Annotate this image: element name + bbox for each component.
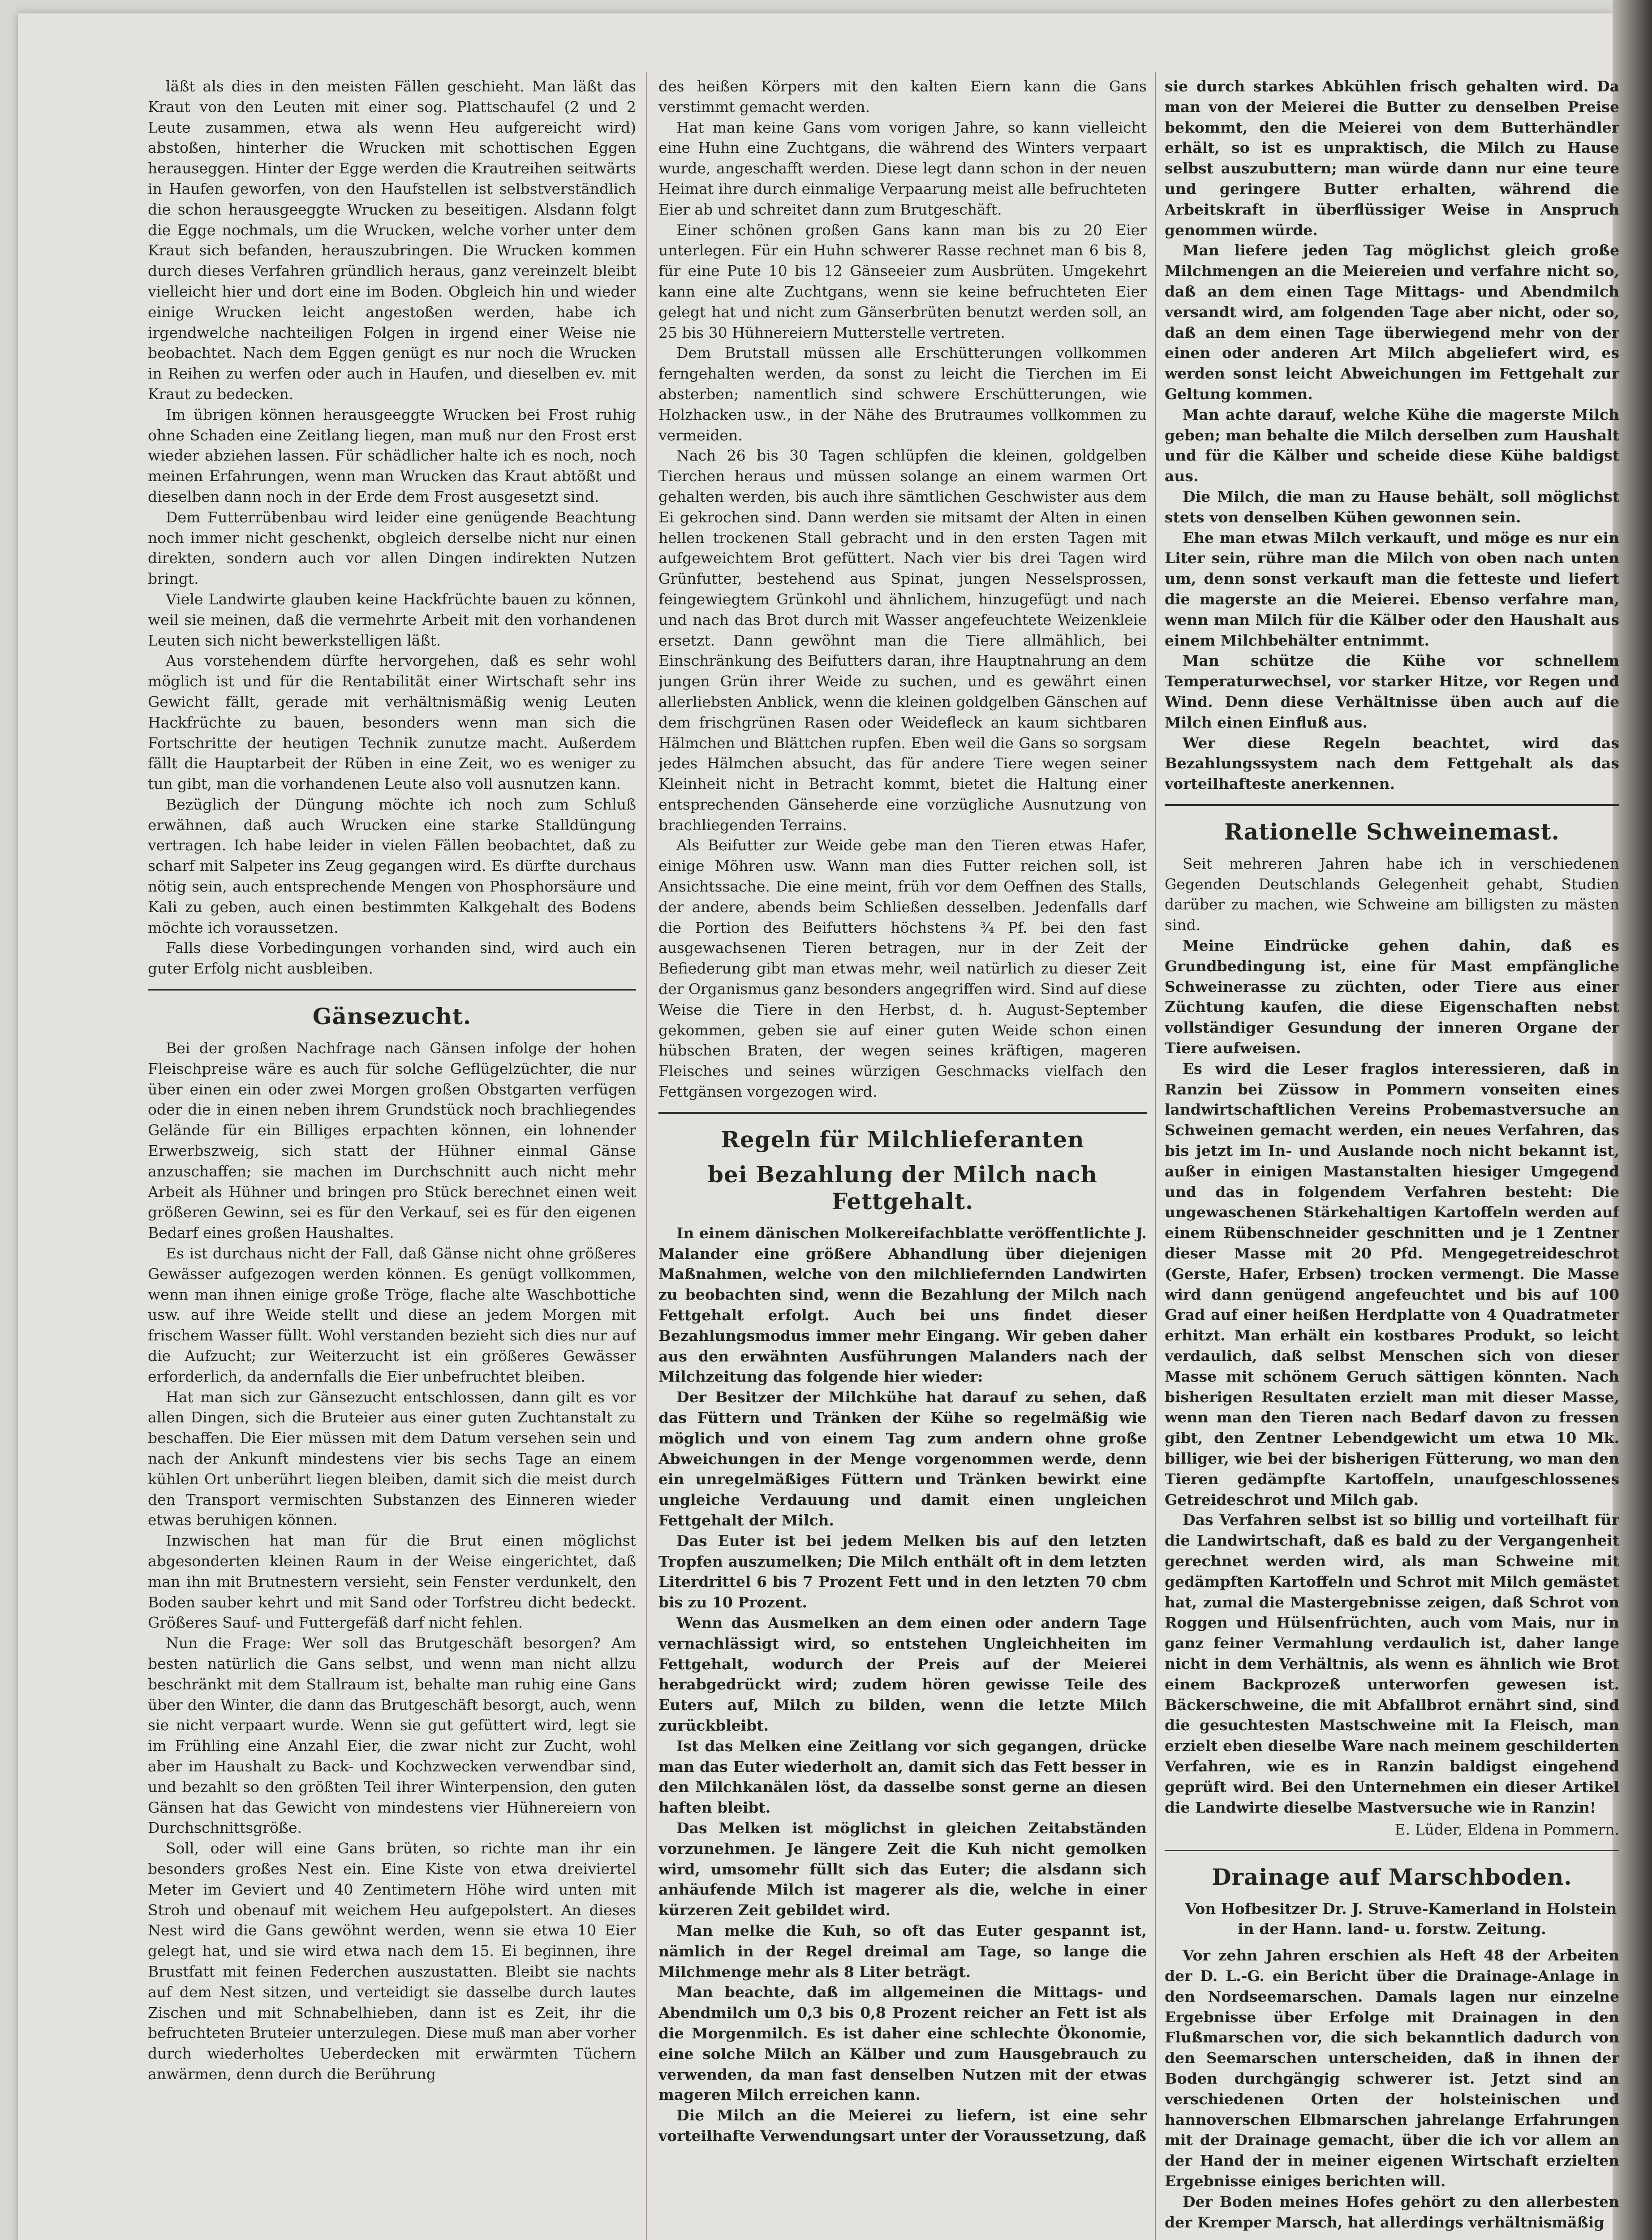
rule-paragraph: Man schütze die Kühe vor schnellem Temperaturwechsel, vor starker Hitze, vor Regen und Wind. Denn diese Verhältnisse üben auch auf die Milch einen Einfluß aus. xyxy=(1165,652,1619,731)
milch-article-continuation xyxy=(1165,76,1619,794)
gaensezucht-article xyxy=(148,1038,636,2085)
paragraph: Der Boden meines Hofes gehört zu den allerbesten der Kremper Marsch, hat allerdings verhältnismäßig xyxy=(1165,2193,1619,2231)
intro-paragraph: In einem dänischen Molkereifachblatte veröffentlichte J. Malander eine größere Abhandlung über diejenigen Maßnahmen, welche von den milchliefernden Landwirten zu beobachten sind, wenn die Bezahlung der Milch nach Fettgehalt erfolgt. Auch bei uns findet dieser Bezahlungsmodus immer mehr Eingang. Wir geben daher aus den erwähnten Ausführungen Malanders nach der Milchzeitung das folgende hier wieder: xyxy=(658,1224,1147,1386)
rule-paragraph: Das Melken ist möglichst in gleichen Zeitabständen vorzunehmen. Je längere Zeit die Kuh nicht gemolken wird, umsomehr füllt sich das Euter; die alsdann sich anhäufende Milch ist magerer als die, welche in einer kürzeren Zeit gebildet wird. xyxy=(658,1819,1147,1919)
section-divider xyxy=(1165,804,1619,806)
schweinemast-article xyxy=(1165,853,1619,1840)
article-heading-gaensezucht: Gänsezucht. xyxy=(312,1003,472,1030)
rule-paragraph: Der Besitzer der Milchkühe hat darauf zu sehen, daß das Füttern und Tränken der Kühe so regelmäßig wie möglich und von einem Tag zum andern ohne große Abweichungen in der Menge vorgenommen werde, denn ein unregelmäßiges Füttern und Tränken bewirkt eine ungleiche Verdauung und damit einen ungleichen Fettgehalt der Milch. xyxy=(658,1388,1147,1529)
rule-paragraph: Wenn das Ausmelken an dem einen oder andern Tage vernachlässigt wird, so entstehen Ungleichheiten im Fettgehalt, wodurch der Preis auf der Meierei herabgedrückt wird; zudem hören gewisse Teile des Euters auf, Milch zu bilden, wenn die letzte Milch zurückbleibt. xyxy=(658,1614,1147,1734)
rule-paragraph: Die Milch, die man zu Hause behält, soll möglichst stets von denselben Kühen gewonnen sein. xyxy=(1165,487,1619,526)
paragraph: Bezüglich der Düngung möchte ich noch zum Schluß erwähnen, daß auch Wrucken eine starke Stalldüngung vertragen. Ich habe leider in vielen Fällen beobachtet, daß zu scharf mit Salpeter ins Zeug gegangen wird. Es dürfte durchaus nötig sein, auch entsprechende Mengen von Phosphorsäure und Kali zu geben, auch einen bestimmten Kalkgehalt des Bodens möchte ich voraussetzen. xyxy=(148,795,636,936)
section-divider xyxy=(658,1112,1147,1114)
rule-paragraph: Man liefere jeden Tag möglichst gleich große Milchmengen an die Meiereien und verfahre nicht so, daß an dem einen Tage Mittags- und Abendmilch versandt wird, am folgenden Tage aber nicht, oder so, daß an dem einen Tage überwiegend mehr von der einen oder anderen Art Milch abgeliefert wird, es werden sonst leicht Abweichungen im Fettgehalt zur Geltung kommen. xyxy=(1165,241,1619,403)
paragraph: Dem Futterrübenbau wird leider eine genügende Beachtung noch immer nicht geschenkt, obgleich derselbe nicht nur einen direkten, sondern auch vor allen Dingen indirekten Nutzen bringt. xyxy=(148,508,636,588)
paragraph: Inzwischen hat man für die Brut einen möglichst abgesonderten kleinen Raum in der Weise eingerichtet, daß man ihn mit Brutnestern versieht, sein Fenster verdunkelt, den Boden sauber kehrt und mit Sand oder Torfstreu dicht bedeckt. Größeres Sauf- und Futtergefäß darf nicht fehlen. xyxy=(148,1532,636,1632)
rule-paragraph: Wer diese Regeln beachtet, wird das Bezahlungssystem nach dem Fettgehalt als das vorteilhafteste anerkennen. xyxy=(1165,734,1619,793)
paragraph: Nun die Frage: Wer soll das Brutgeschäft besorgen? Am besten natürlich die Gans selbst, und wenn man nicht allzu beschränkt mit dem Stallraum ist, behalte man ruhig eine Gans über den Winter, die dann das Brutgeschäft besorgt, auch, wenn sie nicht verpaart wurde. Wenn sie gut gefüttert wird, legt sie im Frühling eine Anzahl Eier, die zwar nicht zur Zucht, wohl aber im Haushalt zu Back- und Kochzwecken verwendbar sind, und bezahlt so den größten Teil ihrer Winterpension, den guten Gänsen hat das Gewicht von mindestens vier Hühnereiern von Durchschnittsgröße. xyxy=(148,1634,636,1837)
section-divider xyxy=(148,989,636,991)
paragraph: Es ist durchaus nicht der Fall, daß Gänse nicht ohne größeres Gewässer aufgezogen werden können. Es genügt vollkommen, wenn man ihnen einige große Tröge, flache alte Waschbottiche usw. auf ihre Weide stellt und diese an jedem Morgen mit frischem Wasser füllt. Wohl verstanden bezieht sich dies nur auf die Aufzucht; zur Weiterzucht ist ein größeres Gewässer erforderlich, da andernfalls die Eier unbefruchtet bleiben. xyxy=(148,1245,636,1385)
paragraph: Meine Eindrücke gehen dahin, daß es Grundbedingung ist, eine für Mast empfängliche Schweinerasse zu züchten, oder Tiere aus einer Züchtung kaufen, die diese Eigenschaften nebst vollständiger Gesundung der inneren Organe der Tiere aufweisen. xyxy=(1165,937,1619,1057)
paragraph: Im übrigen können herausgeeggte Wrucken bei Frost ruhig ohne Schaden eine Zeitlang liegen, man muß nur den Frost erst wieder abziehen lassen. Für schädlicher halte ich es noch, noch meinen Erfahrungen, wenn man Wrucken das Kraut abtößt und dieselben dann noch in der Erde dem Frost ausgesetzt sind. xyxy=(148,405,636,505)
paragraph: Hat man keine Gans vom vorigen Jahre, so kann vielleicht eine Huhn eine Zuchtgans, die während des Winters verpaart wurde, angeschafft werden. Diese legt dann schon in der neuen Heimat ihre durch einmalige Verpaarung meist alle befruchteten Eier ab und schreitet dann zum Brutgeschäft. xyxy=(658,118,1147,218)
section-divider xyxy=(1165,1850,1619,1851)
rule-paragraph: Ehe man etwas Milch verkauft, und möge es nur ein Liter sein, rühre man die Milch von oben nach unten um, denn sonst verkauft man die fetteste und liefert die magerste an die Meierei. Ebenso verfahre man, wenn man Milch für die Kälber oder den Haushalt aus einem Milchbehälter entnimmt. xyxy=(1165,529,1619,649)
article-byline: Von Hofbesitzer Dr. J. Struve-Kamerland in Holstein in der Hann. land- u. forstw. Zeitung. xyxy=(1185,1900,1617,1938)
paragraph: des heißen Körpers mit den kalten Eiern kann die Gans verstimmt gemacht werden. xyxy=(658,78,1147,116)
paragraph: Vor zehn Jahren erschien als Heft 48 der Arbeiten der D. L.-G. ein Bericht über die Drainage-Anlage in den Nordseemarschen. Damals lagen nur einzelne Ergebnisse über Erfolge mit Drainagen in den Flußmarschen vor, die sich bekanntlich dadurch von den Seemarschen unterscheiden, daß in ihnen der Boden durchgängig schwerer ist. Jetzt sind an verschiedenen Orten der holsteinischen und hannoverschen Elbmarschen jahrelange Erfahrungen mit der Drainage gemacht, über die ich vor allem an der Hand der in meiner eigenen Wirtschaft erzielten Ergebnisse einiges berichten will. xyxy=(1165,1947,1619,2190)
paragraph: Nach 26 bis 30 Tagen schlüpfen die kleinen, goldgelben Tierchen heraus und müssen solange an einem warmen Ort gehalten werden, bis auch ihre sämtlichen Geschwister aus dem Ei gekrochen sind. Dann werden sie mitsamt der Alten in einen hellen trockenen Stall gebracht und in den ersten Tagen mit aufgeweichtem Brot gefüttert. Nach vier bis drei Tagen wird Grünfutter, bestehend aus Spinat, jungen Nesselsprossen, feingewiegtem Grünkohl und ähnlichem, hinzugefügt und nach und nach das Brot durch mit Wasser angefeuchtete Weizenkleie ersetzt. Dann gewöhnt man die Tiere allmählich, bei Einschränkung des Beifutters daran, ihre Hauptnahrung an dem jungen Grün ihrer Weide zu suchen, und es gewährt einen allerliebsten Anblick, wenn die kleinen goldgelben Gänschen auf dem frischgrünen Rasen oder Weidefleck an kaum sichtbaren Hälmchen und Blättchen rupfen. Eben weil die Gans so sorgsam jedes Hälmchen absucht, das für andere Tiere wegen seiner Kleinheit nicht in Betracht kommt, bietet die Haltung einer entsprechenden Gänseherde eine vorzügliche Ausnutzung von brachliegenden Terrains. xyxy=(658,447,1147,834)
article-signature: E. Lüder, Eldena in Pommern. xyxy=(1394,1821,1619,1839)
paragraph: läßt als dies in den meisten Fällen geschieht. Man läßt das Kraut von den Leuten mit einer sog. Plattschaufel (2 und 2 Leute zusammen, etwa als wenn Heu aufgereicht wird) abstoßen, hinterher die Wrucken mit schottischen Eggen herauseggen. Hinter der Egge werden die Krautreihen seitwärts in Haufen geworfen, von den Haufstellen ist selbstverständlich die schon herausgeeggte Wrucken zu beseitigen. Alsdann folgt die Egge nochmals, um die Wrucken, welche vorher unter dem Kraut sich befanden, herauszubringen. Die Wrucken kommen durch dieses Verfahren gründlich heraus, ganz vereinzelt bleibt vielleicht hier und dort eine im Boden. Obgleich hin und wieder einige Wrucken leicht angestoßen werden, habe ich irgendwelche nachteiligen Folgen in irgend einer Weise nie beobachtet. Nach dem Eggen genügt es nur noch die Wrucken in Reihen zu werfen oder auch in Haufen, und dieselben ev. mit Kraut zu bedecken. xyxy=(148,78,636,403)
paragraph: Bei der großen Nachfrage nach Gänsen infolge der hohen Fleischpreise wäre es auch für solche Geflügelzüchter, die nur über einen ein oder zwei Morgen großen Obstgarten verfügen oder die in einen neben ihrem Grundstück noch brachliegendes Gelände für ein Billiges erpachten können, ein lohnender Erwerbszweig, sich statt der Hühner einmal Gänse anzuschaffen; sie machen im Durchschnitt auch nicht mehr Arbeit als Hühner und bringen pro Stück berechnet einen weit größeren Gewinn, sei es für den Verkauf, sei es für den eigenen Bedarf eines großen Haushaltes. xyxy=(148,1039,636,1242)
rule-paragraph: Man beachte, daß im allgemeinen die Mittags- und Abendmilch um 0,3 bis 0,8 Prozent reicher an Fett ist als die Morgenmilch. Es ist daher eine schlechte Ökonomie, eine solche Milch an Kälber und zum Hausgebrauch zu verwenden, da man fast denselben Nutzen mit der etwas mageren Milch erreichen kann. xyxy=(658,1983,1147,2104)
paragraph: Seit mehreren Jahren habe ich in verschiedenen Gegenden Deutschlands Gelegenheit gehabt, Studien darüber zu machen, wie Schweine am billigsten zu mästen sind. xyxy=(1165,854,1619,934)
article-subheading-fettgehalt: bei Bezahlung der Milch nach Fettgehalt. xyxy=(707,1161,1098,1215)
article-heading-milchlieferanten: Regeln für Milchlieferanten xyxy=(721,1126,1084,1153)
column-rule-2 xyxy=(1155,72,1156,2240)
paragraph: Falls diese Vorbedingungen vorhanden sind, wird auch ein guter Erfolg nicht ausbleiben. xyxy=(148,939,636,978)
article-heading-drainage: Drainage auf Marschboden. xyxy=(1212,1864,1572,1891)
rule-paragraph: Man melke die Kuh, so oft das Euter gespannt ist, nämlich in der Regel dreimal am Tage, so lange die Milchmenge mehr als 8 Liter beträgt. xyxy=(658,1921,1147,1981)
article-heading-schweinemast: Rationelle Schweinemast. xyxy=(1224,818,1560,845)
paragraph: Soll, oder will eine Gans brüten, so richte man ihr ein besonders großes Nest ein. Eine Kiste von etwa dreiviertel Meter im Geviert und 40 Zentimetern Höhe wird unten mit Stroh und obenauf mit weichem Heu aufgepolstert. An dieses Nest wird die Gans gewöhnt werden, wenn sie etwa 10 Eier gelegt hat, und sie wird etwa nach dem 15. Ei beginnen, ihre Brustfatt mit feinen Federchen auszustatten. Bleibt sie nachts auf dem Nest sitzen, und verteidigt sie dasselbe durch lautes Zischen und mit Schnabelhieben, dann ist es Zeit, ihr die befruchteten Bruteier unterzulegen. Diese muß man aber vorher durch wiederholtes Ueberdecken mit erwärmten Tüchern anwärmen, denn durch die Berührung xyxy=(148,1839,636,2083)
wrucken-article-continuation xyxy=(148,76,636,979)
column-3 xyxy=(1165,76,1619,2240)
paragraph: Hat man sich zur Gänsezucht entschlossen, dann gilt es vor allen Dingen, sich die Bruteier aus einer guten Zuchtanstalt zu beschaffen. Die Eier müssen mit dem Datum versehen sein und nach der Ankunft mindestens vier bis sechs Tage an einem kühlen Ort unberührt liegen bleiben, damit sich die meist durch den Transport vermischten Substanzen des Einneren wieder etwas beruhigen können. xyxy=(148,1388,636,1529)
paragraph: Viele Landwirte glauben keine Hackfrüchte bauen zu können, weil sie meinen, daß die vermehrte Arbeit mit den vorhandenen Leuten sich nicht bewerkstelligen läßt. xyxy=(148,590,636,649)
column-1 xyxy=(148,76,636,2240)
rule-paragraph: Man achte darauf, welche Kühe die magerste Milch geben; man behalte die Milch derselben zum Haushalt und für die Kälber und scheide diese Kühe baldigst aus. xyxy=(1165,405,1619,485)
drainage-article xyxy=(1165,1945,1619,2232)
rule-paragraph: Ist das Melken eine Zeitlang vor sich gegangen, drücke man das Euter wiederholt an, damit sich das Fett besser in den Milchkanälen löst, da dasselbe sonst gerne an diesen haften bleibt. xyxy=(658,1737,1147,1817)
rule-paragraph: sie durch starkes Abkühlen frisch gehalten wird. Da man von der Meierei die Butter zu denselben Preise bekommt, den die Meierei von dem Butterhändler erhält, so ist es unpraktisch, die Milch zu Hause selbst auszubuttern; man würde dann nur eine teure und geringere Butter erhalten, während die Arbeitskraft in überflüssiger Weise in Anspruch genommen würde. xyxy=(1165,78,1619,239)
rule-paragraph: Das Euter ist bei jedem Melken bis auf den letzten Tropfen auszumelken; Die Milch enthält oft in dem letzten Literdrittel 6 bis 7 Prozent Fett und in den letzten 70 cbm bis zu 10 Prozent. xyxy=(658,1532,1147,1611)
paragraph: Aus vorstehendem dürfte hervorgehen, daß es sehr wohl möglich ist und für die Rentabilität einer Wirtschaft sehr ins Gewicht fällt, gerade mit verhältnismäßig wenig Leuten Hackfrüchte zu bauen, besonders wenn man sich die Fortschritte der heutigen Technik zunutze macht. Außerdem fällt die Hauptarbeit der Rüben in eine Zeit, wo es weniger zu tun gibt, man die vorhandenen Leute also voll ausnutzen kann. xyxy=(148,652,636,793)
gaensezucht-article-continuation xyxy=(658,76,1147,1102)
paragraph: Dem Brutstall müssen alle Erschütterungen vollkommen ferngehalten werden, da sonst zu leicht die Tierchen im Ei absterben; namentlich sind schwere Erschütterungen, wie Holzhacken usw., in der Nähe des Brutraumes vollkommen zu vermeiden. xyxy=(658,344,1147,444)
column-rule-1 xyxy=(646,72,647,2240)
paragraph: Es wird die Leser fraglos interessieren, daß in Ranzin bei Züssow in Pommern vonseiten eines landwirtschaftlichen Vereins Probemastversuche an Schweinen gemacht werden, ein neues Verfahren, das bis jetzt im In- und Auslande noch nicht bekannt ist, außer in einigen Mastanstalten hiesiger Umgegend und das in folgendem Verfahren besteht: Die ungewaschenen Stärkehaltigen Kartoffeln werden auf einem Rübenschneider geschnitten und je 1 Zentner dieser Masse mit 20 Pfd. Mengegetreideschrot (Gerste, Hafer, Erbsen) trocken vermengt. Die Masse wird dann genügend angefeuchtet und bis auf 100 Grad auf einer heißen Herdplatte von 4 Quadratmeter erhitzt. Man erhält ein kostbares Produkt, so leicht verdaulich, daß selbst Menschen sich von dieser Masse mit schönem Geruch sättigen könnten. Nach bisherigen Resultaten erzielt man mit dieser Masse, wenn man den Tieren nach Bedarf davon zu fressen gibt, den Zentner Lebendgewicht um etwa 10 Mk. billiger, wie bei der bisherigen Fütterung, wo man den Tieren gedämpfte Kartoffeln, unaufgeschlossenes Getreideschrot und Milch gab. xyxy=(1165,1060,1619,1508)
paragraph: Das Verfahren selbst ist so billig und vorteilhaft für die Landwirtschaft, daß es bald zu der Vergangenheit gerechnet werden wird, als man Schweine mit gedämpften Kartoffeln und Schrot mit Milch gemästet hat, zumal die Mastergebnisse zeigen, daß Schrot von Roggen und Hülsenfrüchten, auch vom Mais, nur in ganz feiner Vermahlung verdaulich ist, daher lange nicht in dem Verhältnis, als wenn es ähnlich wie Brot einem Backprozeß unterworfen gewesen ist. Bäckerschweine, die mit Abfallbrot ernährt sind, sind die gesuchtesten Mastschweine mit Ia Fleisch, man erzielt eben dieselbe Ware nach meinem geschilderten Verfahren, wie es in Ranzin baldigst eingehend geprüft wird. Bei den Unternehmen ein dieser Artikel die Landwirte dieselbe Mastversuche wie in Ranzin! xyxy=(1165,1511,1619,1816)
paragraph: Einer schönen großen Gans kann man bis zu 20 Eier unterlegen. Für ein Huhn schwerer Rasse rechnet man 6 bis 8, für eine Pute 10 bis 12 Gänseeier zum Ausbrüten. Umgekehrt kann eine alte Zuchtgans, wenn sie keine befruchteten Eier gelegt hat und nicht zum Gänserbrüten benutzt werden soll, an 25 bis 30 Hühnereiern Mutterstelle vertreten. xyxy=(658,221,1147,341)
milch-article xyxy=(658,1223,1147,2146)
paragraph: Als Beifutter zur Weide gebe man den Tieren etwas Hafer, einige Möhren usw. Wann man dies Futter reichen soll, ist Ansichtssache. Die eine meint, früh vor dem Oeffnen des Stalls, der andere, abends beim Schließen desselben. Jedenfalls darf die Portion des Beifutters höchstens ¾ Pf. bei den fast ausgewachsenen Tieren betragen, nur in der Zeit der Befiederung gibt man etwas mehr, weil natürlich zu dieser Zeit der Organismus ganz besonders angegriffen wird. Sind auf diese Weise die Tiere in den Herbst, d. h. August-September gekommen, geben sie auf einer guten Weide schon einen hübschen Braten, der wegen seines kräftigen, mageren Fleisches und seines würzigen Geschmacks vielfach den Fettgänsen vorgezogen wird. xyxy=(658,836,1147,1101)
column-2 xyxy=(658,76,1147,2240)
rule-paragraph: Die Milch an die Meierei zu liefern, ist eine sehr vorteilhafte Verwendungsart unter der Voraussetzung, daß xyxy=(658,2106,1147,2145)
